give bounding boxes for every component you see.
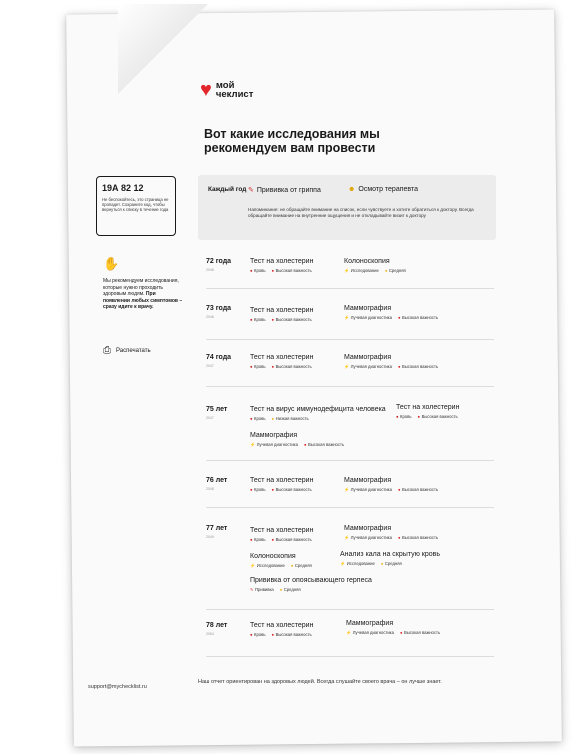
year-label: 2046 — [206, 268, 214, 272]
importance-dot-icon: ● — [417, 414, 421, 419]
blood-drop-icon: ● — [250, 268, 253, 273]
test-item — [250, 527, 313, 542]
page-title: Вот какие исследования мы рекомендуем вам провести — [204, 127, 380, 155]
test-name: Тест на вирус иммунодефицита человека — [250, 406, 386, 413]
printer-icon: ⎙ — [103, 345, 111, 356]
heart-logo-icon: ♥ — [200, 79, 212, 101]
radiology-icon: ⚡ — [344, 315, 350, 320]
importance-dot-icon: ● — [303, 442, 307, 447]
yearly-item-flu-vaccine — [248, 186, 321, 194]
test-item — [344, 525, 438, 541]
test-name: Тест на холестерин — [250, 354, 314, 361]
test-category: Кровь — [254, 317, 266, 322]
test-name: Тест на холестерин — [250, 307, 314, 314]
test-name: Тест на холестерин — [396, 404, 460, 411]
age-row — [206, 406, 494, 461]
test-item — [344, 477, 438, 493]
age-row — [206, 477, 494, 508]
age-label: 76 лет — [206, 477, 228, 484]
age-row — [206, 305, 494, 340]
print-label: Распечатать — [116, 347, 151, 354]
research-icon: ⚡ — [250, 563, 256, 568]
blood-drop-icon: ● — [250, 537, 253, 542]
test-category: Кровь — [254, 537, 266, 542]
test-importance: Высокая важность — [401, 364, 439, 369]
test-item — [396, 404, 459, 419]
importance-dot-icon: ● — [399, 630, 403, 635]
research-icon: ⚡ — [344, 268, 350, 273]
test-name: Тест на холестерин — [250, 477, 314, 484]
test-category: Кровь — [400, 414, 412, 419]
blood-drop-icon: ● — [250, 487, 253, 492]
test-category: Лучевая диагностика — [350, 364, 392, 369]
importance-dot-icon: ● — [271, 632, 275, 637]
age-row — [206, 258, 494, 289]
test-importance: Высокая важность — [401, 535, 439, 540]
test-item — [250, 432, 344, 448]
test-importance: Высокая важность — [401, 487, 439, 492]
test-item — [250, 553, 312, 569]
test-name: Маммография — [346, 620, 394, 627]
radiology-icon: ⚡ — [344, 364, 350, 369]
age-label: 75 лет — [206, 406, 228, 413]
test-name: Маммография — [344, 477, 392, 484]
yearly-header — [198, 175, 496, 240]
year-label: 2049 — [206, 535, 214, 539]
age-label: 74 года — [206, 354, 232, 361]
test-category: Прививка — [255, 587, 274, 592]
syringe-icon: ✎ — [250, 587, 254, 592]
age-row — [206, 525, 494, 610]
hand-icon: ✋ — [103, 256, 120, 271]
test-name: Прививка от опоясывающего герпеса — [250, 577, 372, 584]
importance-dot-icon: ● — [271, 364, 275, 369]
blood-drop-icon: ● — [250, 364, 253, 369]
test-name: Маммография — [344, 354, 392, 361]
radiology-icon: ⚡ — [344, 487, 350, 492]
test-category: Исследование — [346, 561, 375, 566]
radiology-icon: ⚡ — [346, 630, 352, 635]
test-importance: Средняя — [384, 561, 402, 566]
age-label: 78 лет — [206, 622, 228, 629]
blood-drop-icon: ● — [250, 416, 253, 421]
research-icon: ⚡ — [340, 561, 346, 566]
footer-note: Наш отчет ориентирован на здоровых людей. Всегда слушайте своего врача – он лучше знает. — [198, 679, 442, 685]
code-box — [96, 176, 176, 236]
importance-dot-icon: ● — [271, 317, 275, 322]
test-importance: Высокая важность — [275, 268, 312, 273]
test-category: Кровь — [254, 416, 266, 421]
test-importance: Высокая важность — [421, 414, 458, 419]
test-name: Тест на холестерин — [250, 527, 314, 534]
importance-dot-icon: ● — [380, 561, 384, 566]
test-item — [250, 307, 313, 322]
radiology-icon: ⚡ — [344, 535, 350, 540]
age-label: 72 года — [206, 258, 232, 265]
yearly-item-label: Осмотр терапевта — [358, 186, 418, 193]
test-item — [250, 622, 313, 637]
test-item — [250, 258, 313, 273]
logo — [200, 80, 262, 100]
test-importance: Низкая важность — [275, 416, 309, 421]
test-category: Лучевая диагностика — [350, 315, 392, 320]
test-importance: Высокая важность — [275, 364, 312, 369]
test-category: Кровь — [254, 268, 266, 273]
test-item — [250, 577, 372, 592]
syringe-icon: ✎ — [248, 187, 254, 194]
importance-dot-icon: ● — [397, 535, 401, 540]
print-button[interactable] — [103, 345, 151, 356]
test-item — [344, 305, 438, 321]
test-importance: Высокая важность — [401, 315, 439, 320]
test-importance: Высокая важность — [275, 317, 312, 322]
test-category: Кровь — [254, 632, 266, 637]
test-name: Маммография — [344, 305, 392, 312]
test-item — [250, 477, 313, 492]
importance-dot-icon: ● — [397, 487, 401, 492]
test-name: Тест на холестерин — [250, 622, 314, 629]
test-category: Лучевая диагностика — [350, 487, 392, 492]
blood-drop-icon: ● — [250, 632, 253, 637]
test-category: Исследование — [350, 268, 379, 273]
test-category: Лучевая диагностика — [350, 535, 392, 540]
importance-dot-icon: ● — [384, 268, 388, 273]
importance-dot-icon: ● — [290, 563, 294, 568]
yearly-item-label: Прививка от гриппа — [256, 186, 321, 194]
test-name: Колоноскопия — [250, 553, 296, 560]
year-label: 2047 — [206, 416, 214, 420]
test-category: Кровь — [254, 364, 266, 369]
side-text-bold: При появлении любых симптомов – сразу идите к врачу. — [103, 291, 183, 310]
test-importance: Высокая важность — [275, 537, 312, 542]
side-text-main: Мы рекомендуем исследования, которые нужно проходить здоровым людям. — [103, 278, 179, 297]
test-importance: Средняя — [283, 587, 301, 592]
radiology-icon: ⚡ — [250, 442, 256, 447]
test-item — [344, 258, 406, 274]
age-label: 73 года — [206, 305, 232, 312]
test-category: Лучевая диагностика — [256, 442, 298, 447]
test-importance: Высокая важность — [275, 487, 312, 492]
age-row — [206, 354, 494, 387]
test-name: Анализ кала на скрытую кровь — [340, 551, 440, 558]
yearly-age-label: Каждый год — [208, 186, 247, 193]
blood-drop-icon: ● — [250, 317, 253, 322]
yearly-note: Напоминание: не обращайте внимание на список, если чувствуете и хотите обратиться к доктору. Всегда обращайте внимание на внутренние ощущения и не откладывайте визит к доктору — [248, 207, 474, 218]
blood-drop-icon: ● — [396, 414, 399, 419]
test-importance: Средняя — [294, 563, 312, 568]
test-item — [250, 354, 313, 369]
support-email-link[interactable]: support@mychecklist.ru — [88, 684, 147, 690]
test-item — [346, 620, 440, 636]
importance-dot-icon: ● — [279, 587, 283, 592]
doctor-icon: ☻ — [348, 186, 356, 193]
test-name: Тест на холестерин — [250, 258, 314, 265]
logo-text: мой чеклист — [215, 80, 254, 100]
test-item — [250, 406, 386, 421]
year-label: 2048 — [206, 487, 214, 491]
test-name: Колоноскопия — [344, 258, 390, 265]
year-label: 2054 — [206, 632, 214, 636]
test-importance: Высокая важность — [403, 630, 441, 635]
yearly-item-therapist — [348, 186, 418, 193]
test-category: Исследование — [256, 563, 285, 568]
test-importance: Высокая важность — [275, 632, 312, 637]
test-importance: Средняя — [388, 268, 406, 273]
importance-dot-icon: ● — [397, 315, 401, 320]
test-item — [344, 354, 438, 370]
code-note: Не беспокойтесь, это страница не пропадет. Сохраните код, чтобы вернуться к списку в течение года — [102, 197, 169, 212]
age-label: 77 лет — [206, 525, 228, 532]
test-category: Лучевая диагностика — [352, 630, 394, 635]
importance-dot-icon: ● — [397, 364, 401, 369]
access-code: 19А 82 12 — [102, 183, 144, 193]
test-category: Кровь — [254, 487, 266, 492]
test-name: Маммография — [250, 432, 298, 439]
importance-dot-icon: ● — [271, 537, 275, 542]
year-label: 2047 — [206, 364, 214, 368]
test-item — [340, 551, 440, 567]
test-name: Маммография — [344, 525, 392, 532]
side-text — [103, 278, 183, 311]
age-row — [206, 622, 494, 657]
importance-dot-icon: ● — [271, 416, 275, 421]
importance-dot-icon: ● — [271, 487, 275, 492]
test-importance: Высокая важность — [307, 442, 345, 447]
importance-dot-icon: ● — [271, 268, 275, 273]
year-label: 2046 — [206, 315, 214, 319]
